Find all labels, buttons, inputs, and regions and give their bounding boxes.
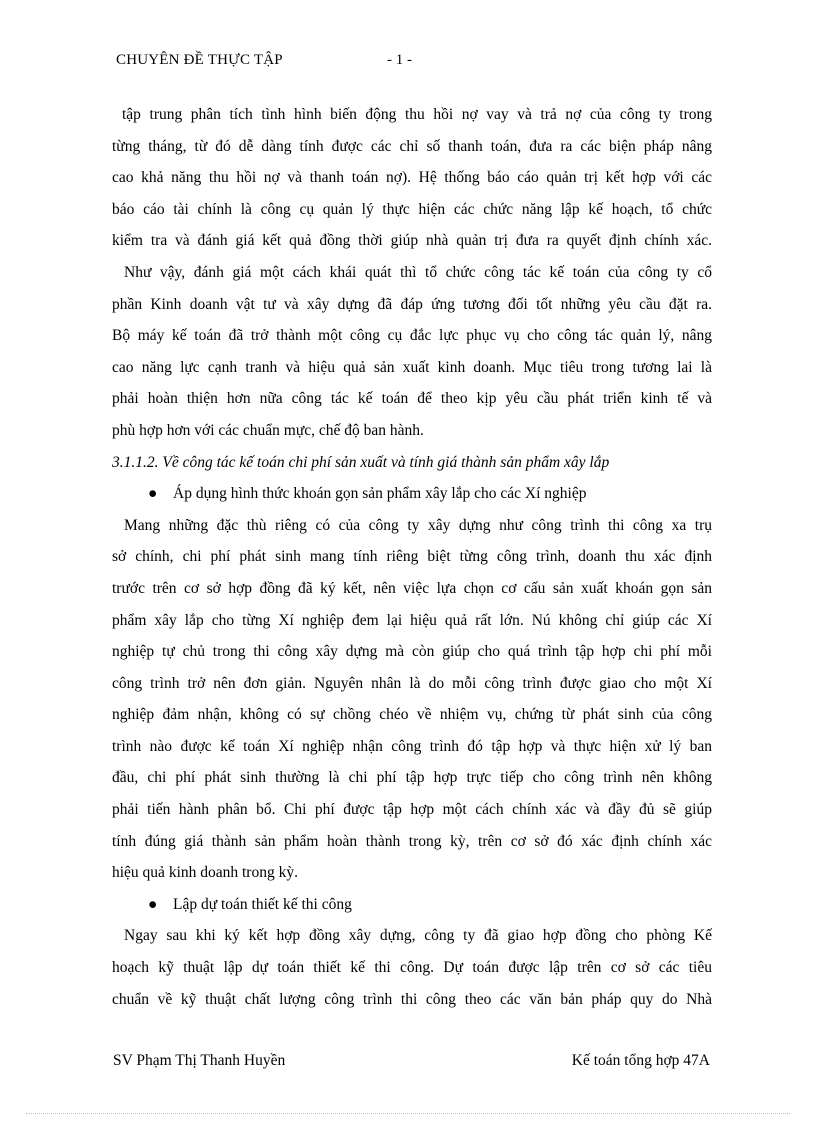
paragraph-line: báo cáo tài chính là công cụ quản lý thực hiện các chức năng lập kế hoạch, tổ chức <box>112 200 712 218</box>
paragraph-line: phải tiến hành phân bổ. Chi phí được tập hợp một cách chính xác và đầy đủ sẽ giúp <box>112 801 712 819</box>
paragraph-line: hiệu quả kinh doanh trong kỳ. <box>112 864 298 882</box>
footer-student: SV Phạm Thị Thanh Huyền <box>113 1052 286 1069</box>
paragraph-line: cao khả năng thu hồi nợ và thanh toán nợ). Hệ thống báo cáo quản trị kết hợp với các <box>112 169 712 187</box>
document-body <box>112 99 712 1015</box>
page-number: - 1 - <box>387 52 412 68</box>
paragraph-line: trước trên cơ sở hợp đồng đã ký kết, nên việc lựa chọn cơ cấu sản xuất khoán gọn sản <box>112 579 712 597</box>
paragraph-line: sở chính, chi phí phát sinh mang tính riêng biệt từng công trình, doanh thu xác định <box>112 548 712 566</box>
paragraph-line: phần Kinh doanh vật tư và xây dựng đã đáp ứng tương đối tốt những yêu cầu đặt ra. <box>112 295 712 313</box>
paragraph-line: hoạch kỹ thuật lập dự toán thiết kế thi công. Dự toán được lập trên cơ sở các tiêu <box>112 959 712 977</box>
paragraph-line: công trình trở nên đơn giản. Nguyên nhân là do mỗi công trình được giao cho một Xí <box>112 674 712 692</box>
bullet-item <box>112 889 712 921</box>
footer-class: Kế toán tổng hợp 47A <box>571 1052 710 1069</box>
paragraph-line: cao năng lực cạnh tranh và hiệu quả sản xuất kinh doanh. Mục tiêu trong tương lai là <box>112 358 712 376</box>
bullet-text: Áp dụng hình thức khoán gọn sản phẩm xây lắp cho các Xí nghiệp <box>173 485 587 503</box>
header-title: CHUYÊN ĐỀ THỰC TẬP <box>116 52 283 68</box>
paragraph-line: chuẩn về kỹ thuật chất lượng công trình thi công theo các văn bản pháp quy do Nhà <box>112 990 712 1008</box>
paragraph-line: kiểm tra và đánh giá kết quả đồng thời giúp nhà quản trị đưa ra quyết định chính xác. <box>112 232 712 250</box>
bullet-item <box>112 478 712 510</box>
paragraph-line: nghiệp tự chủ trong thi công xây dựng mà còn giúp cho quá trình tập hợp chi phí mỗi <box>112 643 712 661</box>
paragraph-line: đầu, chi phí phát sinh thường là chi phí tập hợp trực tiếp cho công trình nên không <box>112 769 712 787</box>
paragraph-line: tính đúng giá thành sản phẩm hoàn thành trong kỳ, trên cơ sở đó xác định chính xác <box>112 832 712 850</box>
paragraph-line: trình nào được kế toán Xí nghiệp nhận công trình đó tập hợp và thực hiện xử lý ban <box>112 737 712 755</box>
bullet-text: Lập dự toán thiết kế thi công <box>173 895 352 913</box>
paragraph-line: phải hoàn thiện hơn nữa công tác kế toán để theo kịp yêu cầu phát triển kinh tế và <box>112 390 712 408</box>
paragraph-line: phù hợp hơn với các chuẩn mực, chế độ ban hành. <box>112 421 424 439</box>
paragraph-line: Ngay sau khi ký kết hợp đồng xây dựng, công ty đã giao hợp đồng cho phòng Kế <box>124 927 712 945</box>
paragraph-line: Mang những đặc thù riêng có của công ty xây dựng như công trình thi công xa trụ <box>124 516 712 534</box>
paragraph-line: từng tháng, từ đó dễ dàng tính được các chỉ số thanh toán, đưa ra các biện pháp nâng <box>112 137 712 155</box>
paragraph-line: Như vậy, đánh giá một cách khái quát thì tổ chức công tác kế toán của công ty cổ <box>124 263 712 281</box>
bullet-icon: ● <box>148 485 158 503</box>
paragraph-line: phẩm xây lắp cho từng Xí nghiệp đem lại hiệu quả rất lớn. Nú không chỉ giúp các Xí <box>112 611 712 629</box>
paragraph-line: tập trung phân tích tình hình biến động thu hồi nợ vay và trả nợ của công ty trong <box>122 106 712 123</box>
section-heading: 3.1.1.2. Về công tác kế toán chi phí sản xuất và tính giá thành sản phẩm xây lắp <box>112 453 610 471</box>
paragraph-line: nghiệp đảm nhận, không có sự chồng chéo về nhiệm vụ, chứng từ phát sinh của công <box>112 706 712 724</box>
page-bottom-divider <box>26 1113 790 1114</box>
bullet-icon: ● <box>148 895 158 913</box>
paragraph-line: Bộ máy kế toán đã trở thành một công cụ đắc lực phục vụ cho công tác quản lý, nâng <box>112 327 712 345</box>
